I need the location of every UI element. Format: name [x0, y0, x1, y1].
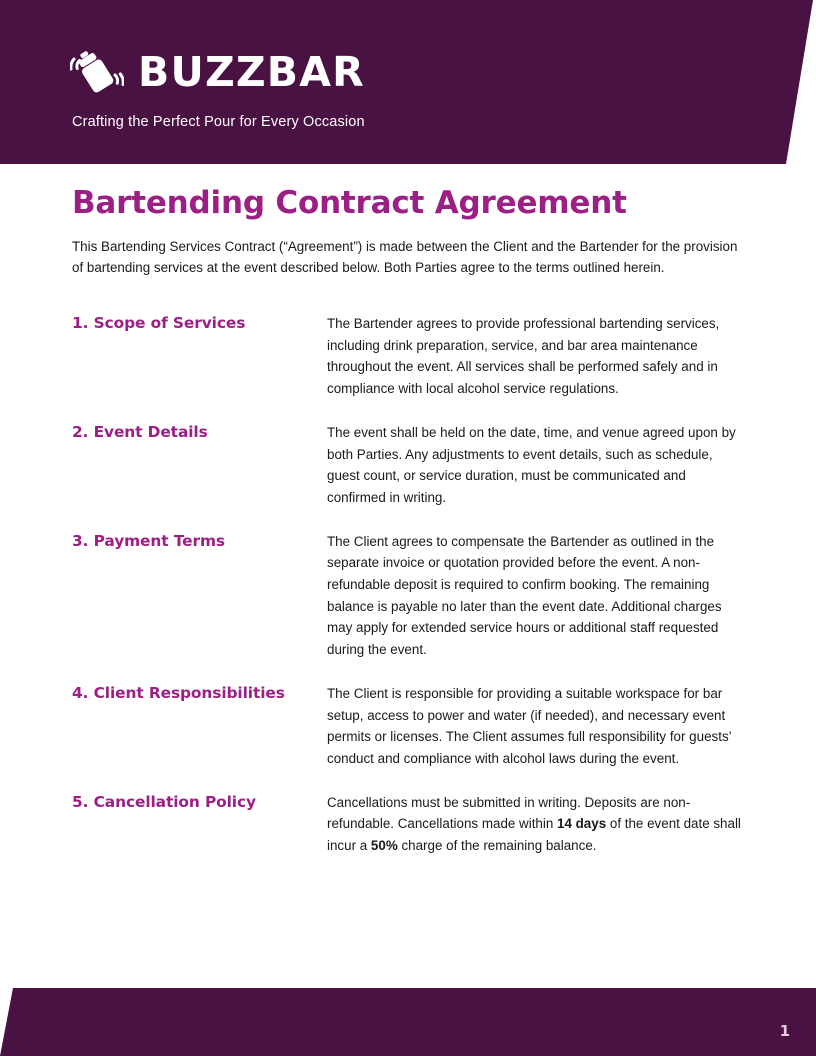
section-body: Cancellations must be submitted in writing. Deposits are non-refundable. Cancellations made within 14 days of the event date shall incur a 50% charge of the remaining balance.: [327, 794, 741, 854]
section-body: The Client agrees to compensate the Bartender as outlined in the separate invoice or quotation provided before the event. A non-refundable deposit is required to confirm booking. The remaining balance is payable no later than the event date. Additional charges may apply for extended service hours or additional staff requested during the event.: [327, 533, 722, 658]
section-heading: 5. Cancellation Policy: [72, 792, 256, 811]
section-heading: 3. Payment Terms: [72, 531, 225, 550]
emphasized-text: 50%: [370, 838, 398, 854]
intro-paragraph: This Bartending Services Contract (“Agreement”) is made between the Client and the Bartender for the provision of bartending services at the event described below. Both Parties agree to the terms outlined herein.: [72, 238, 738, 276]
page-number: 1: [779, 1022, 790, 1040]
page-title: Bartending Contract Agreement: [72, 185, 627, 221]
brand-name: BUZZBAR: [138, 47, 365, 96]
section-heading: 2. Event Details: [72, 422, 208, 441]
section-body: The Bartender agrees to provide professional bartending services, including drink preparation, service, and bar area maintenance throughout the event. All services shall be performed safely and in compliance with local alcohol service regulations.: [327, 316, 720, 397]
sections-list: [72, 313, 744, 857]
contract-section: [72, 792, 744, 857]
section-heading: 1. Scope of Services: [72, 314, 246, 333]
document-body: [0, 186, 816, 879]
emphasized-text: 14 days: [557, 816, 607, 832]
section-body: The event shall be held on the date, time, and venue agreed upon by both Parties. Any adjustments to event details, such as schedule, guest count, or service duration, must be communicated and confirmed in writing.: [327, 424, 736, 505]
contract-section: [72, 683, 744, 770]
section-body: The Client is responsible for providing a suitable workspace for bar setup, access to power and water (if needed), and necessary event permits or licenses. The Client assumes full responsibility for guests’ conduct and compliance with alcohol laws during the event.: [327, 685, 732, 766]
brand-lockup: [70, 48, 365, 96]
contract-section: [72, 422, 744, 509]
footer-band: [0, 988, 816, 1056]
contract-section: [72, 313, 744, 400]
section-heading: 4. Client Responsibilities: [72, 683, 285, 702]
brand-tagline: Crafting the Perfect Pour for Every Occasion: [72, 114, 365, 130]
header-content: [0, 0, 816, 164]
cocktail-shaker-icon: [70, 48, 124, 96]
contract-section: [72, 531, 744, 661]
